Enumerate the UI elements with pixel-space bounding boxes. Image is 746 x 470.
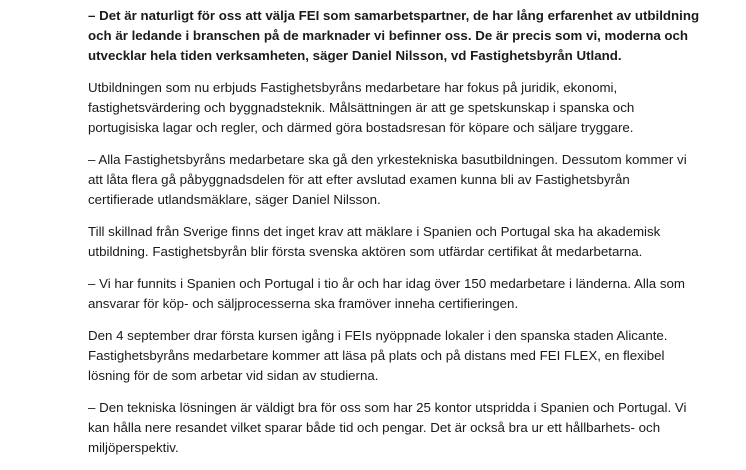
text-line: miljöperspektiv. (88, 440, 179, 455)
text-line: fastighetsvärdering och byggnadsteknik. Målsättningen är att ge spetskunskap i spanska och (88, 100, 635, 115)
body-paragraph (88, 398, 687, 458)
body-paragraph (88, 222, 668, 262)
text-line: Fastighetsbyråns medarbetare kommer att läsa på plats och på distans med FEI FLEX, en flexibel (88, 348, 665, 363)
text-line: lösning för de som arbetar vid sidan av studierna. (88, 368, 379, 383)
lead-quote-paragraph (88, 6, 700, 66)
text-line: certifierade utlandsmäklare, säger Daniel Nilsson. (88, 192, 381, 207)
body-paragraph (88, 150, 687, 210)
text-line: – Den tekniska lösningen är väldigt bra för oss som har 25 kontor utspridda i Spanien och Portugal. Vi (88, 400, 687, 415)
document-page (88, 6, 700, 470)
text-line: Den 4 september drar första kursen igång i FEIs nyöppnade lokaler i den spanska staden Alicante. (88, 328, 668, 343)
text-line: portugisiska lagar och regler, och därmed göra bostadsresan för köpare och säljare tryggare. (88, 120, 634, 135)
text-line: Till skillnad från Sverige finns det inget krav att mäklare i Spanien och Portugal ska ha akademisk (88, 224, 661, 239)
text-line: – Det är naturligt för oss att välja FEI som samarbetspartner, de har lång erfarenhet av utbildning (88, 8, 700, 23)
body-paragraph (88, 326, 668, 386)
text-line: att låta flera gå påbyggnadsdelen för att efter avslutad examen kunna bli av Fastighetsbyrån (88, 172, 630, 187)
text-line: – Vi har funnits i Spanien och Portugal i tio år och har idag över 150 medarbetare i länderna. Alla som (88, 276, 685, 291)
text-line: utbildning. Fastighetsbyrån blir första svenska aktören som utfärdar certifikat åt medarbetarna. (88, 244, 643, 259)
text-line: Utbildningen som nu erbjuds Fastighetsbyråns medarbetare har fokus på juridik, ekonomi, (88, 80, 618, 95)
text-line: och är ledande i branschen på de marknader vi befinner oss. De är precis som vi, moderna och (88, 28, 689, 43)
text-line: utvecklar hela tiden verksamheten, säger Daniel Nilsson, vd Fastighetsbyrån Utland. (88, 48, 622, 63)
text-line: – Alla Fastighetsbyråns medarbetare ska gå den yrkestekniska basutbildningen. Dessutom kommer vi (88, 152, 687, 167)
text-line: ansvarar för köp- och säljprocesserna ska framöver inneha certifieringen. (88, 296, 519, 311)
text-line: kan hålla nere resandet vilket sparar både tid och pengar. Det är också bra ur ett hållbarhets- och (88, 420, 661, 435)
body-paragraph (88, 274, 685, 314)
body-paragraph (88, 78, 668, 138)
